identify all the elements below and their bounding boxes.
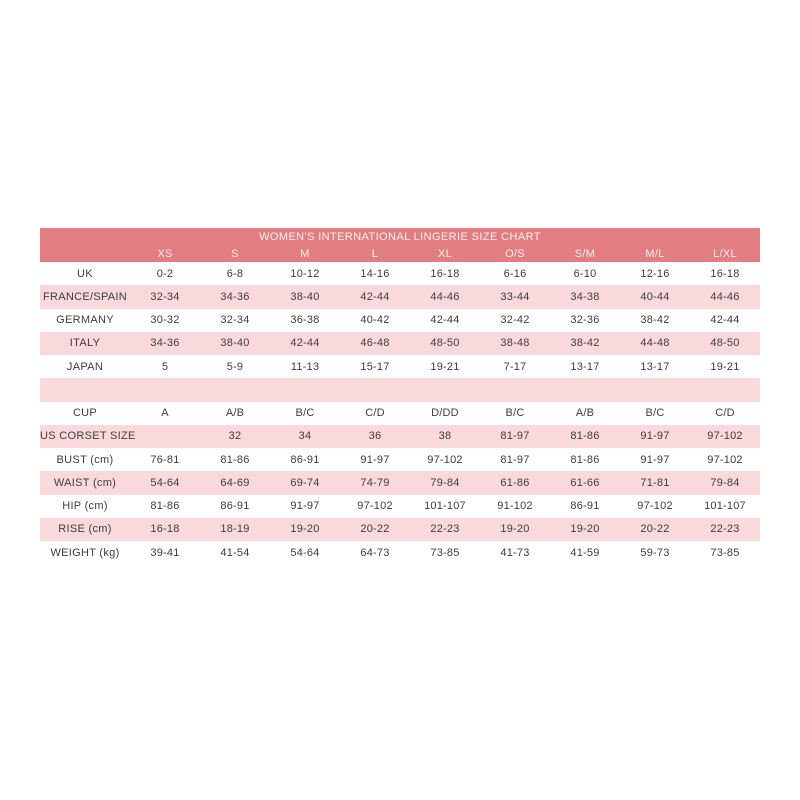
cell: 36-38 xyxy=(290,314,320,327)
cell: 73-85 xyxy=(710,546,740,559)
cell: 19-20 xyxy=(500,523,530,536)
row-label: WAIST (cm) xyxy=(53,476,117,489)
cell: C/D xyxy=(715,407,735,420)
cell: 40-44 xyxy=(640,290,670,303)
table-row xyxy=(40,285,760,308)
cell: 16-18 xyxy=(430,267,460,280)
cell: 64-73 xyxy=(360,546,390,559)
column-header: L xyxy=(371,247,379,260)
cell: 41-59 xyxy=(570,546,600,559)
cell: 71-81 xyxy=(640,476,670,489)
column-header: S xyxy=(231,247,239,260)
cell: 97-102 xyxy=(357,500,393,513)
cell: 81-97 xyxy=(500,453,530,466)
cell: C/D xyxy=(365,407,385,420)
cell: 32-36 xyxy=(570,314,600,327)
table-row xyxy=(40,448,760,471)
column-header: O/S xyxy=(505,247,525,260)
column-header: XL xyxy=(437,247,453,260)
cell: 15-17 xyxy=(360,360,390,373)
table-row xyxy=(40,495,760,518)
table-row xyxy=(40,355,760,378)
cell: 81-86 xyxy=(220,453,250,466)
row-label: US CORSET SIZE xyxy=(40,430,136,443)
cell: 20-22 xyxy=(640,523,670,536)
row-label: BUST (cm) xyxy=(56,453,114,466)
cell: 64-69 xyxy=(220,476,250,489)
cell: 86-91 xyxy=(290,453,320,466)
table-header-row xyxy=(40,245,760,262)
cell: 42-44 xyxy=(360,290,390,303)
table-row xyxy=(40,425,760,448)
cell: 81-86 xyxy=(570,430,600,443)
cell: 7-17 xyxy=(503,360,527,373)
cell: B/C xyxy=(645,407,665,420)
cell: 22-23 xyxy=(430,523,460,536)
cell: 97-102 xyxy=(707,453,743,466)
cell: 34-38 xyxy=(570,290,600,303)
table-row xyxy=(40,518,760,541)
cell: B/C xyxy=(505,407,525,420)
cell: A/B xyxy=(575,407,595,420)
cell: 32-34 xyxy=(220,314,250,327)
cell: 41-73 xyxy=(500,546,530,559)
cell: 44-46 xyxy=(430,290,460,303)
table-row xyxy=(40,262,760,285)
cell: 54-64 xyxy=(150,476,180,489)
cell: 97-102 xyxy=(707,430,743,443)
cell: 42-44 xyxy=(290,337,320,350)
table-row xyxy=(40,471,760,494)
cell: 34-36 xyxy=(150,337,180,350)
cell: 0-2 xyxy=(156,267,174,280)
cell: 91-97 xyxy=(360,453,390,466)
cell: 6-10 xyxy=(573,267,597,280)
cell: B/C xyxy=(295,407,315,420)
cell: 38-42 xyxy=(570,337,600,350)
cell: 12-16 xyxy=(640,267,670,280)
cell: 13-17 xyxy=(640,360,670,373)
cell: 86-91 xyxy=(220,500,250,513)
row-label: ITALY xyxy=(69,337,101,350)
table-row xyxy=(40,309,760,332)
cell: 73-85 xyxy=(430,546,460,559)
cell: 34 xyxy=(298,430,312,443)
cell: 97-102 xyxy=(637,500,673,513)
row-label: CUP xyxy=(72,407,98,420)
cell: 38-42 xyxy=(640,314,670,327)
table-body xyxy=(40,262,760,564)
cell: 38 xyxy=(438,430,452,443)
cell: 91-97 xyxy=(290,500,320,513)
cell: 16-18 xyxy=(710,267,740,280)
cell: 11-13 xyxy=(290,360,320,373)
cell: 61-86 xyxy=(500,476,530,489)
cell: 32 xyxy=(228,430,242,443)
cell: 86-91 xyxy=(570,500,600,513)
column-header: M/L xyxy=(645,247,665,260)
cell: 59-73 xyxy=(640,546,670,559)
cell: 19-20 xyxy=(570,523,600,536)
cell: 91-97 xyxy=(640,430,670,443)
cell: 42-44 xyxy=(430,314,460,327)
cell: 97-102 xyxy=(427,453,463,466)
cell: 74-79 xyxy=(360,476,390,489)
size-chart-table xyxy=(40,228,760,564)
table-title: WOMEN'S INTERNATIONAL LINGERIE SIZE CHART xyxy=(40,228,760,245)
cell: 36 xyxy=(368,430,382,443)
column-header: XS xyxy=(157,247,173,260)
column-header: M xyxy=(300,247,310,260)
cell: 30-32 xyxy=(150,314,180,327)
cell: 33-44 xyxy=(500,290,530,303)
cell: 19-21 xyxy=(710,360,740,373)
cell: 76-81 xyxy=(150,453,180,466)
row-label: JAPAN xyxy=(66,360,104,373)
cell: 41-54 xyxy=(220,546,250,559)
cell: 91-97 xyxy=(640,453,670,466)
cell: 39-41 xyxy=(150,546,180,559)
cell: 38-40 xyxy=(220,337,250,350)
cell: A/B xyxy=(225,407,245,420)
cell: A xyxy=(161,407,169,420)
cell: 44-48 xyxy=(640,337,670,350)
cell: 16-18 xyxy=(150,523,180,536)
cell: 79-84 xyxy=(430,476,460,489)
cell: 32-34 xyxy=(150,290,180,303)
cell: 54-64 xyxy=(290,546,320,559)
cell: 34-36 xyxy=(220,290,250,303)
spacer-row xyxy=(40,378,760,401)
row-label: HIP (cm) xyxy=(62,500,108,513)
column-header: L/XL xyxy=(713,247,737,260)
cell: 61-66 xyxy=(570,476,600,489)
row-label: RISE (cm) xyxy=(58,523,112,536)
table-row xyxy=(40,402,760,425)
row-label: UK xyxy=(77,267,93,280)
cell: 81-86 xyxy=(570,453,600,466)
cell: 81-86 xyxy=(150,500,180,513)
cell: 101-107 xyxy=(424,500,466,513)
cell: 79-84 xyxy=(710,476,740,489)
table-row xyxy=(40,332,760,355)
cell: 91-102 xyxy=(497,500,533,513)
cell: 10-12 xyxy=(290,267,320,280)
cell: 48-50 xyxy=(710,337,740,350)
cell: 46-48 xyxy=(360,337,390,350)
cell: 101-107 xyxy=(704,500,746,513)
cell: 81-97 xyxy=(500,430,530,443)
cell: 32-42 xyxy=(500,314,530,327)
cell: 48-50 xyxy=(430,337,460,350)
cell: 38-48 xyxy=(500,337,530,350)
column-header: S/M xyxy=(574,247,596,260)
cell: 13-17 xyxy=(570,360,600,373)
cell: 20-22 xyxy=(360,523,390,536)
cell: 18-19 xyxy=(220,523,250,536)
cell: 6-16 xyxy=(503,267,527,280)
cell: 69-74 xyxy=(290,476,320,489)
row-label: WEIGHT (kg) xyxy=(50,546,120,559)
cell: 5 xyxy=(161,360,169,373)
cell: 22-23 xyxy=(710,523,740,536)
cell: 6-8 xyxy=(226,267,244,280)
cell: 19-21 xyxy=(430,360,460,373)
cell: 38-40 xyxy=(290,290,320,303)
row-label: FRANCE/SPAIN xyxy=(42,290,128,303)
row-label: GERMANY xyxy=(56,314,114,327)
cell: 44-46 xyxy=(710,290,740,303)
cell: 42-44 xyxy=(710,314,740,327)
cell: 19-20 xyxy=(290,523,320,536)
cell: 14-16 xyxy=(360,267,390,280)
table-row xyxy=(40,541,760,564)
cell: 40-42 xyxy=(360,314,390,327)
cell: D/DD xyxy=(431,407,459,420)
cell: 5-9 xyxy=(226,360,244,373)
